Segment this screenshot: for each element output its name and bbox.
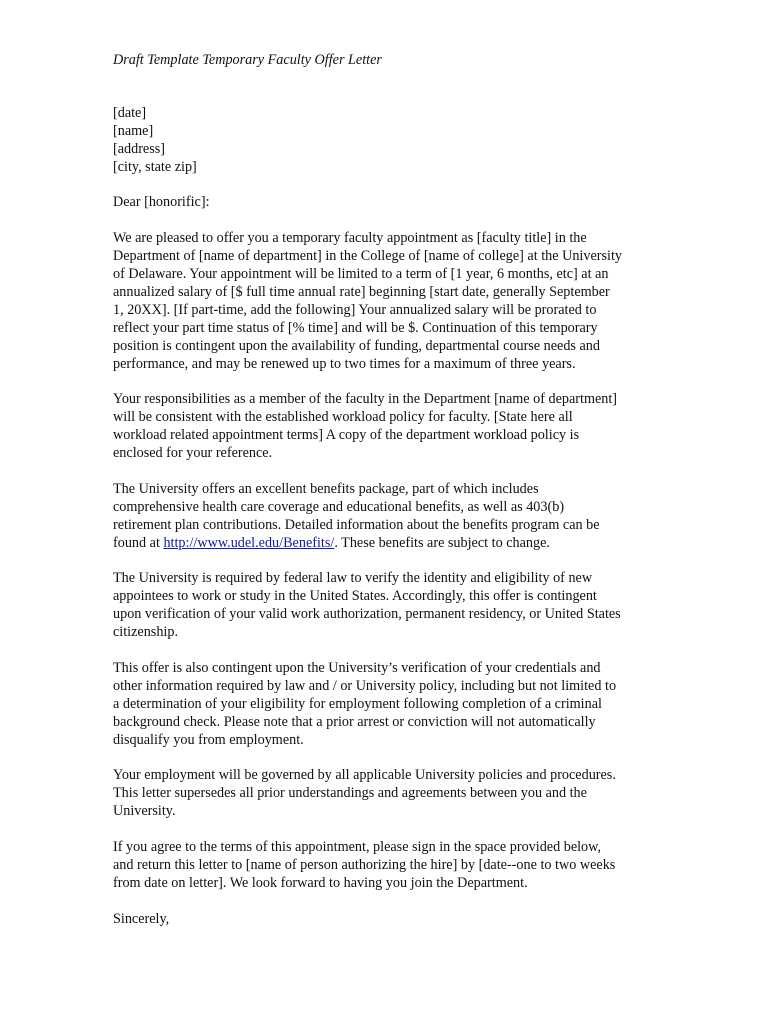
paragraph-line: of Delaware. Your appointment will be limited to a term of [1 year, 6 months, etc] at an (113, 266, 609, 283)
paragraph-line: University. (113, 803, 176, 820)
paragraph-background-check (113, 660, 658, 750)
paragraph-line: The University offers an excellent benefits package, part of which includes (113, 480, 539, 497)
paragraph-policies (113, 767, 658, 821)
paragraph-eligibility (113, 570, 658, 642)
paragraph-line: and return this letter to [name of person authorizing the hire] by [date--one to two weeks (113, 856, 616, 873)
paragraph-line: Your employment will be governed by all applicable University policies and procedures. (113, 767, 616, 784)
letter-page (113, 52, 658, 946)
paragraph-acceptance (113, 839, 658, 893)
paragraph-line: reflect your part time status of [% time] and will be $. Continuation of this temporary (113, 319, 598, 336)
paragraph-line: retirement plan contributions. Detailed information about the benefits program can be (113, 516, 600, 533)
paragraph-line: position is contingent upon the availability of funding, departmental course needs and (113, 337, 600, 354)
paragraph-line: comprehensive health care coverage and educational benefits, as well as 403(b) (113, 498, 565, 515)
paragraph-line-with-link (113, 535, 658, 553)
address-name: [name] (113, 122, 154, 139)
paragraph-line: disqualify you from employment. (113, 731, 304, 748)
paragraph-line: from date on letter]. We look forward to having you join the Department. (113, 874, 528, 891)
paragraph-line: background check. Please note that a prior arrest or conviction will not automatically (113, 713, 596, 730)
paragraph-line: The University is required by federal law to verify the identity and eligibility of new (113, 570, 593, 587)
paragraph-line: 1, 20XX]. [If part-time, add the following] Your annualized salary will be prorated to (113, 301, 597, 318)
benefits-link-prefix: found at (113, 534, 164, 551)
paragraph-line: citizenship. (113, 624, 179, 641)
closing: Sincerely, (113, 910, 170, 927)
paragraph-line: appointees to work or study in the United States. Accordingly, this offer is contingent (113, 588, 597, 605)
paragraph-line: other information required by law and / or University policy, including but not limited to (113, 677, 617, 694)
paragraph-line: This letter supersedes all prior understandings and agreements between you and the (113, 785, 587, 802)
address-city-state-zip: [city, state zip] (113, 158, 197, 175)
paragraph-line: a determination of your eligibility for employment following completion of a criminal (113, 695, 602, 712)
paragraph-line: We are pleased to offer you a temporary faculty appointment as [faculty title] in the (113, 230, 587, 247)
address-block (113, 105, 658, 177)
paragraph-line: workload related appointment terms] A copy of the department workload policy is (113, 427, 580, 444)
paragraph-line: This offer is also contingent upon the University’s verification of your credentials and (113, 659, 601, 676)
paragraph-line: will be consistent with the established workload policy for faculty. [State here all (113, 409, 573, 426)
salutation: Dear [honorific]: (113, 194, 210, 211)
address-date: [date] (113, 104, 147, 121)
paragraph-line: If you agree to the terms of this appointment, please sign in the space provided below, (113, 838, 602, 855)
paragraph-offer (113, 230, 658, 373)
paragraph-line: performance, and may be renewed up to two times for a maximum of three years. (113, 355, 576, 372)
paragraph-benefits (113, 481, 658, 553)
paragraph-line: Your responsibilities as a member of the faculty in the Department [name of department] (113, 391, 618, 408)
document-title: Draft Template Temporary Faculty Offer Letter (113, 52, 382, 68)
paragraph-line: annualized salary of [$ full time annual rate] beginning [start date, generally September (113, 283, 610, 300)
benefits-link-suffix: . These benefits are subject to change. (334, 534, 550, 551)
paragraph-line: enclosed for your reference. (113, 445, 273, 462)
paragraph-line: Department of [name of department] in the College of [name of college] at the University (113, 248, 622, 265)
paragraph-line: upon verification of your valid work authorization, permanent residency, or United States (113, 606, 621, 623)
address-street: [address] (113, 140, 165, 157)
paragraph-responsibilities (113, 391, 658, 463)
benefits-link[interactable]: http://www.udel.edu/Benefits/ (163, 534, 335, 551)
